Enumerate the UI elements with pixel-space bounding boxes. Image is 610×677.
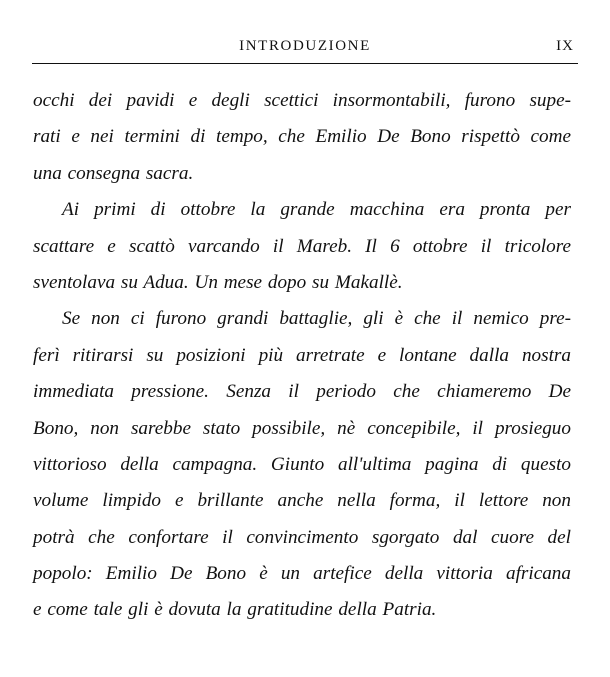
text-line: scattare e scattò varcando il Mareb. Il 6 ottobre il tricolore — [33, 235, 571, 257]
text-line: occhi dei pavidi e degli scettici insormontabili, furono supe- — [33, 90, 571, 111]
body-text — [33, 86, 571, 632]
running-title: INTRODUZIONE — [239, 38, 371, 54]
text-line: una consegna sacra. — [33, 162, 194, 184]
text-line: Se non ci furono grandi battaglie, gli è che il nemico pre- — [62, 308, 571, 330]
text-line: rati e nei termini di tempo, che Emilio De Bono rispettò come — [33, 126, 571, 148]
text-line: sventolava su Adua. Un mese dopo su Makallè. — [33, 271, 403, 293]
text-line: volume limpido e brillante anche nella forma, il lettore non — [33, 490, 571, 512]
text-line: vittorioso della campagna. Giunto all'ultima pagina di questo — [33, 453, 571, 475]
header-rule — [32, 63, 578, 64]
text-line: Ai primi di ottobre la grande macchina era pronta per — [62, 199, 571, 221]
page-header — [32, 38, 578, 60]
text-line: ferì ritirarsi su posizioni più arretrate e lontane dalla nostra — [33, 344, 571, 366]
text-line: popolo: Emilio De Bono è un artefice della vittoria africana — [33, 563, 571, 585]
page-number: IX — [556, 38, 574, 54]
text-line: Bono, non sarebbe stato possibile, nè concepibile, il prosieguo — [33, 417, 571, 439]
text-line: e come tale gli è dovuta la gratitudine della Patria. — [33, 599, 437, 621]
text-line: immediata pressione. Senza il periodo che chiameremo De — [33, 381, 571, 403]
text-line: potrà che confortare il convincimento sgorgato dal cuore del — [33, 526, 571, 548]
